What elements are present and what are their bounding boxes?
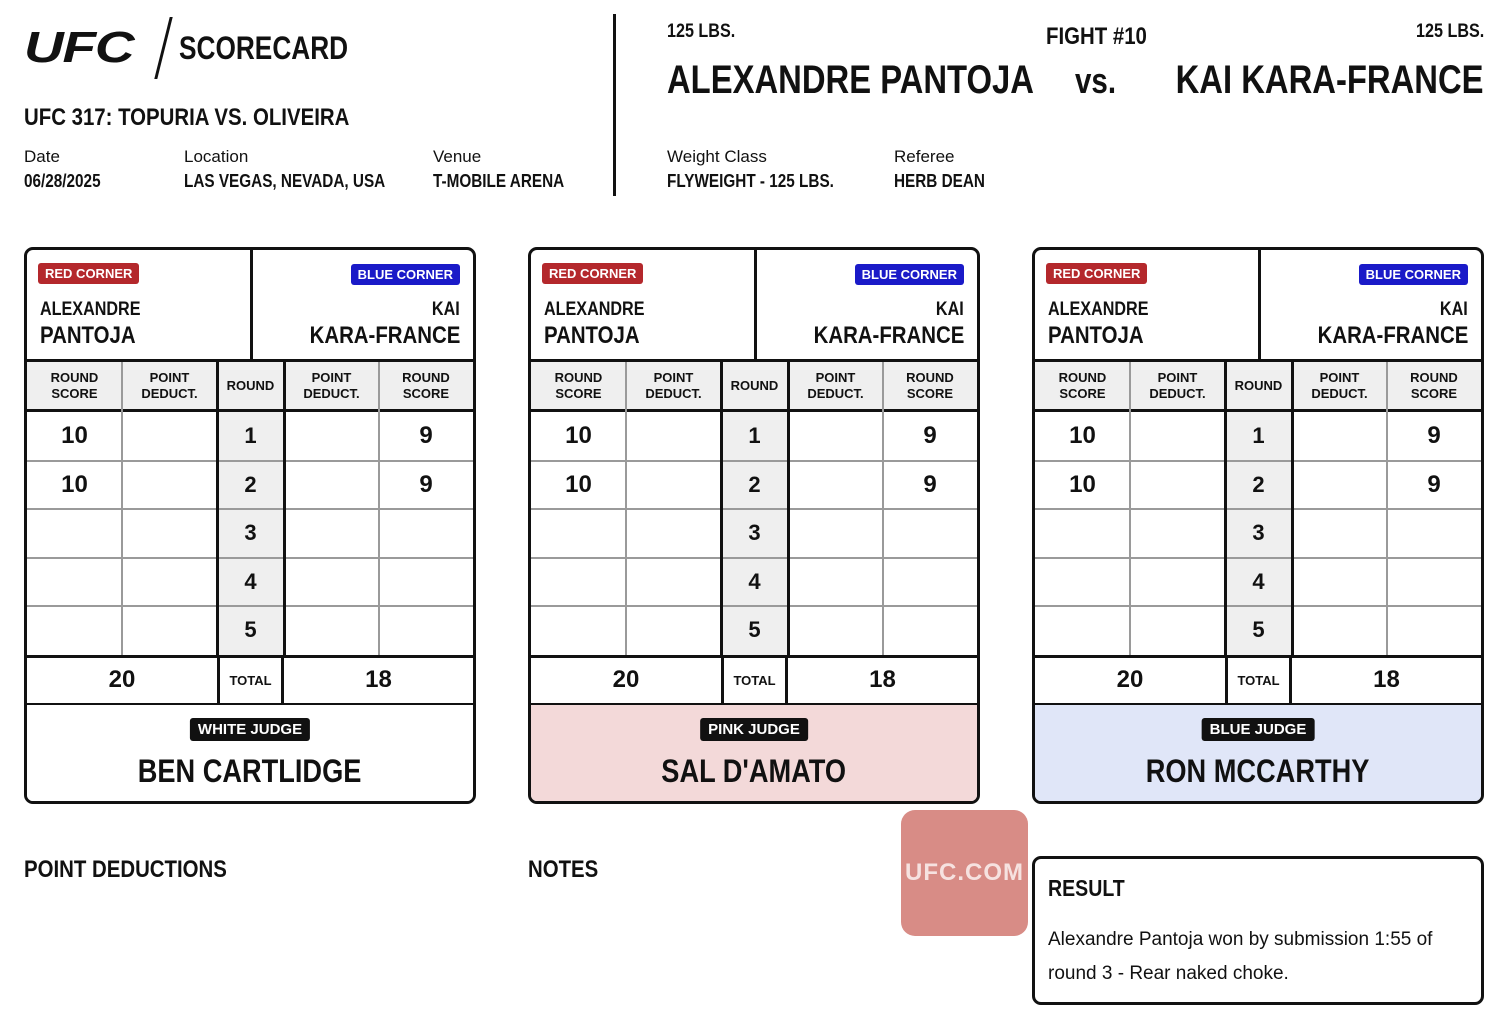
blue-point-deduct [788, 606, 883, 655]
red-total: 20 [108, 666, 136, 693]
blue-round-score [1387, 509, 1481, 558]
header-line: DEDUCT. [645, 385, 702, 401]
header-line: DEDUCT. [1149, 385, 1206, 401]
judge-scorecard [528, 247, 980, 804]
point-deductions-title: POINT DEDUCTIONS [24, 856, 227, 883]
row-divider [531, 557, 977, 559]
judge-name [531, 753, 977, 790]
column-divider [625, 362, 627, 655]
blue-round-score: 9 [1427, 422, 1441, 450]
blue-round-score [883, 558, 977, 607]
total-row [1035, 655, 1481, 706]
blue-round-score: 9 [923, 422, 937, 450]
red-corner-badge: RED CORNER [542, 263, 643, 284]
blue-point-deduct [788, 412, 883, 461]
red-round-score [27, 509, 122, 558]
row-divider [1035, 557, 1481, 559]
red-round-score: 10 [565, 470, 592, 498]
round-row [1035, 412, 1481, 461]
header-line: SCORE [402, 385, 450, 401]
round-row [27, 461, 473, 510]
total-label: TOTAL [217, 658, 284, 703]
red-fighter-name: ALEXANDRE PANTOJA [667, 58, 1034, 102]
blue-total: 18 [365, 666, 392, 693]
blue-round-score [1387, 558, 1481, 607]
blue-round-score-header [379, 362, 473, 409]
round-number: 4 [721, 558, 788, 607]
blue-point-deduct [284, 412, 379, 461]
red-point-deduct-header [122, 362, 217, 409]
red-total: 20 [1116, 666, 1144, 693]
blue-first-name: KAI [936, 299, 964, 320]
column-divider [787, 362, 790, 655]
red-round-score-header [531, 362, 626, 409]
round-number: 2 [721, 461, 788, 510]
round-row [27, 509, 473, 558]
judge-badge: WHITE JUDGE [190, 718, 310, 741]
red-point-deduct [626, 606, 721, 655]
header-line: POINT [1319, 369, 1360, 385]
blue-round-score [883, 509, 977, 558]
red-corner-badge: RED CORNER [1046, 263, 1147, 284]
column-divider [882, 362, 884, 655]
score-grid [27, 362, 473, 705]
logo-subtitle: SCORECARD [179, 29, 349, 66]
red-round-score: 10 [61, 422, 88, 450]
column-header-row [1035, 362, 1481, 412]
venue-label: Venue [433, 147, 482, 166]
red-last-name: PANTOJA [40, 322, 136, 349]
column-divider [1386, 362, 1388, 655]
judge-name-text: BEN CARTLIDGE [138, 753, 362, 789]
fight-number: FIGHT #10 [1046, 23, 1147, 50]
red-round-score [1035, 509, 1130, 558]
column-divider [121, 362, 123, 655]
event-title: UFC 317: TOPURIA VS. OLIVEIRA [24, 104, 350, 131]
blue-point-deduct [1292, 558, 1387, 607]
column-divider [216, 362, 219, 655]
round-row [27, 412, 473, 461]
red-last-name: PANTOJA [1048, 322, 1144, 349]
blue-point-deduct [788, 558, 883, 607]
header-lines [141, 370, 197, 402]
round-header: ROUND [1234, 377, 1283, 393]
round-number: 1 [217, 412, 284, 461]
blue-point-deduct [284, 461, 379, 510]
blue-corner-badge: BLUE CORNER [1359, 264, 1468, 285]
red-point-deduct [1130, 509, 1225, 558]
red-point-deduct [122, 461, 217, 510]
round-number: 4 [1225, 558, 1292, 607]
result-title: RESULT [1048, 875, 1125, 901]
round-row [531, 412, 977, 461]
red-point-deduct [1130, 412, 1225, 461]
date-label: Date [24, 147, 60, 166]
blue-point-deduct [1292, 509, 1387, 558]
row-divider [531, 508, 977, 510]
blue-round-score [379, 509, 473, 558]
red-round-score: 10 [565, 422, 592, 450]
header-line: POINT [311, 369, 352, 385]
round-row [531, 509, 977, 558]
round-row [531, 606, 977, 655]
round-number: 4 [217, 558, 284, 607]
header-line: SCORE [1059, 385, 1106, 401]
header-line: ROUND [906, 369, 954, 385]
round-header: ROUND [226, 377, 275, 393]
header-line: DEDUCT. [303, 385, 360, 401]
header-line: ROUND [50, 369, 99, 385]
total-label: TOTAL [721, 658, 788, 703]
red-round-score: 10 [1069, 470, 1096, 498]
total-label: TOTAL [1225, 658, 1292, 703]
blue-round-score: 9 [923, 470, 937, 498]
red-point-deduct [1130, 606, 1225, 655]
total-row [531, 655, 977, 706]
blue-point-deduct [284, 558, 379, 607]
blue-round-score [883, 606, 977, 655]
row-divider [1035, 460, 1481, 462]
weight-class-value: FLYWEIGHT - 125 LBS. [667, 171, 834, 191]
blue-point-deduct [1292, 606, 1387, 655]
blue-round-score [1387, 606, 1481, 655]
red-round-score [1035, 558, 1130, 607]
header-line: POINT [149, 369, 190, 385]
round-number: 3 [1225, 509, 1292, 558]
blue-round-score [379, 558, 473, 607]
blue-first-name: KAI [1440, 299, 1468, 320]
round-header: ROUND [730, 377, 779, 393]
red-point-deduct [626, 412, 721, 461]
blue-last-name: KARA-FRANCE [1317, 322, 1468, 349]
referee-label: Referee [894, 147, 955, 166]
scorecard-header [531, 250, 977, 362]
blue-round-score: 9 [419, 422, 433, 450]
judge-area [1035, 705, 1481, 801]
blue-round-score: 9 [1427, 470, 1441, 498]
header-lines [1149, 370, 1205, 402]
round-row [1035, 606, 1481, 655]
column-divider [1224, 362, 1227, 655]
header-line: ROUND [1058, 369, 1107, 385]
red-round-score: 10 [1069, 422, 1096, 450]
header-lines [807, 370, 863, 402]
location-value: LAS VEGAS, NEVADA, USA [184, 171, 386, 191]
row-divider [1035, 605, 1481, 607]
round-number: 2 [217, 461, 284, 510]
score-grid [531, 362, 977, 705]
blue-round-score [379, 606, 473, 655]
header-line: SCORE [906, 385, 954, 401]
header-line: SCORE [1410, 385, 1458, 401]
blue-total: 18 [869, 666, 896, 693]
header-lines [402, 370, 450, 402]
round-row [1035, 509, 1481, 558]
header-lines [303, 370, 359, 402]
ufc-logo [24, 18, 385, 78]
row-divider [27, 460, 473, 462]
blue-weight: 125 LBS. [1415, 21, 1484, 42]
header-line: POINT [815, 369, 856, 385]
red-point-deduct-header [1130, 362, 1225, 409]
blue-round-score-header [883, 362, 977, 409]
judge-name-text: RON MCCARTHY [1146, 753, 1370, 789]
logo-text: UFC [24, 23, 134, 72]
blue-point-deduct [1292, 461, 1387, 510]
red-round-score [531, 558, 626, 607]
round-row [531, 461, 977, 510]
red-round-score [27, 558, 122, 607]
location-label: Location [184, 147, 249, 166]
round-row [1035, 558, 1481, 607]
red-point-deduct [1130, 558, 1225, 607]
red-point-deduct [122, 606, 217, 655]
judge-name [27, 753, 473, 790]
date-value: 06/28/2025 [24, 171, 101, 191]
round-row [1035, 461, 1481, 510]
row-divider [531, 460, 977, 462]
total-row [27, 655, 473, 706]
column-divider [378, 362, 380, 655]
round-number: 3 [217, 509, 284, 558]
judge-area [531, 705, 977, 801]
header-divider [250, 250, 253, 362]
judge-badge: BLUE JUDGE [1202, 718, 1315, 741]
red-point-deduct [1130, 461, 1225, 510]
ufc-stamp [901, 810, 1028, 936]
weight-class-label: Weight Class [667, 147, 767, 166]
judge-badge: PINK JUDGE [700, 718, 808, 741]
red-round-score-header [1035, 362, 1130, 409]
blue-point-deduct [788, 461, 883, 510]
header-lines [555, 370, 603, 402]
header-line: DEDUCT. [1311, 385, 1368, 401]
blue-first-name: KAI [432, 299, 460, 320]
header-line: POINT [1157, 369, 1198, 385]
red-first-name: ALEXANDRE [544, 299, 645, 320]
red-first-name: ALEXANDRE [1048, 299, 1149, 320]
round-number: 1 [721, 412, 788, 461]
red-weight: 125 LBS. [667, 21, 736, 42]
blue-point-deduct [284, 606, 379, 655]
blue-point-deduct-header [1292, 362, 1387, 409]
red-round-score: 10 [61, 470, 88, 498]
judge-name [1035, 753, 1481, 790]
blue-corner-badge: BLUE CORNER [855, 264, 964, 285]
header-line: SCORE [555, 385, 602, 401]
header-divider [613, 14, 616, 196]
result-text: Alexandre Pantoja won by submission 1:55 of round 3 - Rear naked choke. [1048, 929, 1433, 984]
red-round-score-header [27, 362, 122, 409]
blue-point-deduct [788, 509, 883, 558]
blue-last-name: KARA-FRANCE [813, 322, 964, 349]
header-line: DEDUCT. [141, 385, 198, 401]
round-number: 1 [1225, 412, 1292, 461]
row-divider [27, 557, 473, 559]
header-line: POINT [653, 369, 694, 385]
red-total: 20 [612, 666, 640, 693]
red-point-deduct [122, 558, 217, 607]
column-divider [1129, 362, 1131, 655]
scorecard-header [1035, 250, 1481, 362]
blue-round-score-header [1387, 362, 1481, 409]
result-box [1032, 856, 1484, 1005]
header-lines [645, 370, 701, 402]
blue-point-deduct-header [284, 362, 379, 409]
header-line: SCORE [51, 385, 98, 401]
blue-point-deduct [1292, 412, 1387, 461]
blue-point-deduct [284, 509, 379, 558]
row-divider [27, 508, 473, 510]
blue-corner-badge: BLUE CORNER [351, 264, 460, 285]
judge-area [27, 705, 473, 801]
judge-name-text: SAL D'AMATO [661, 753, 847, 789]
row-divider [531, 605, 977, 607]
stamp-text: UFC.COM [905, 859, 1024, 886]
scorecard-header [27, 250, 473, 362]
red-point-deduct-header [626, 362, 721, 409]
judge-scorecard [1032, 247, 1484, 804]
header-line: ROUND [554, 369, 603, 385]
round-number: 5 [217, 606, 284, 655]
vs-label: vs. [1075, 60, 1117, 101]
red-round-score [531, 606, 626, 655]
column-divider [720, 362, 723, 655]
venue-value: T-MOBILE ARENA [433, 171, 565, 191]
round-number: 5 [1225, 606, 1292, 655]
column-divider [1291, 362, 1294, 655]
red-point-deduct [626, 461, 721, 510]
header-line: DEDUCT. [807, 385, 864, 401]
blue-point-deduct-header [788, 362, 883, 409]
score-grid [1035, 362, 1481, 705]
judge-scorecard [24, 247, 476, 804]
round-number: 3 [721, 509, 788, 558]
header-lines [906, 370, 954, 402]
red-round-score [27, 606, 122, 655]
header-lines [51, 370, 99, 402]
column-divider [283, 362, 286, 655]
header-line: ROUND [1410, 369, 1458, 385]
blue-last-name: KARA-FRANCE [309, 322, 460, 349]
header-divider [754, 250, 757, 362]
blue-round-score: 9 [419, 470, 433, 498]
red-round-score [531, 509, 626, 558]
header-lines [1410, 370, 1458, 402]
red-round-score [1035, 606, 1130, 655]
row-divider [27, 605, 473, 607]
round-row [27, 558, 473, 607]
column-header-row [27, 362, 473, 412]
round-number: 2 [1225, 461, 1292, 510]
red-corner-badge: RED CORNER [38, 263, 139, 284]
blue-fighter-name: KAI KARA-FRANCE [1176, 58, 1484, 102]
header-lines [1059, 370, 1107, 402]
round-row [27, 606, 473, 655]
header-line: ROUND [402, 369, 450, 385]
header-divider [1258, 250, 1261, 362]
red-point-deduct [626, 509, 721, 558]
round-row [531, 558, 977, 607]
blue-total: 18 [1373, 666, 1400, 693]
column-header-row [531, 362, 977, 412]
red-point-deduct [122, 509, 217, 558]
row-divider [1035, 508, 1481, 510]
red-point-deduct [122, 412, 217, 461]
notes-title: NOTES [528, 856, 599, 883]
red-last-name: PANTOJA [544, 322, 640, 349]
header-lines [1311, 370, 1367, 402]
referee-value: HERB DEAN [894, 171, 985, 191]
red-point-deduct [626, 558, 721, 607]
red-first-name: ALEXANDRE [40, 299, 141, 320]
round-number: 5 [721, 606, 788, 655]
